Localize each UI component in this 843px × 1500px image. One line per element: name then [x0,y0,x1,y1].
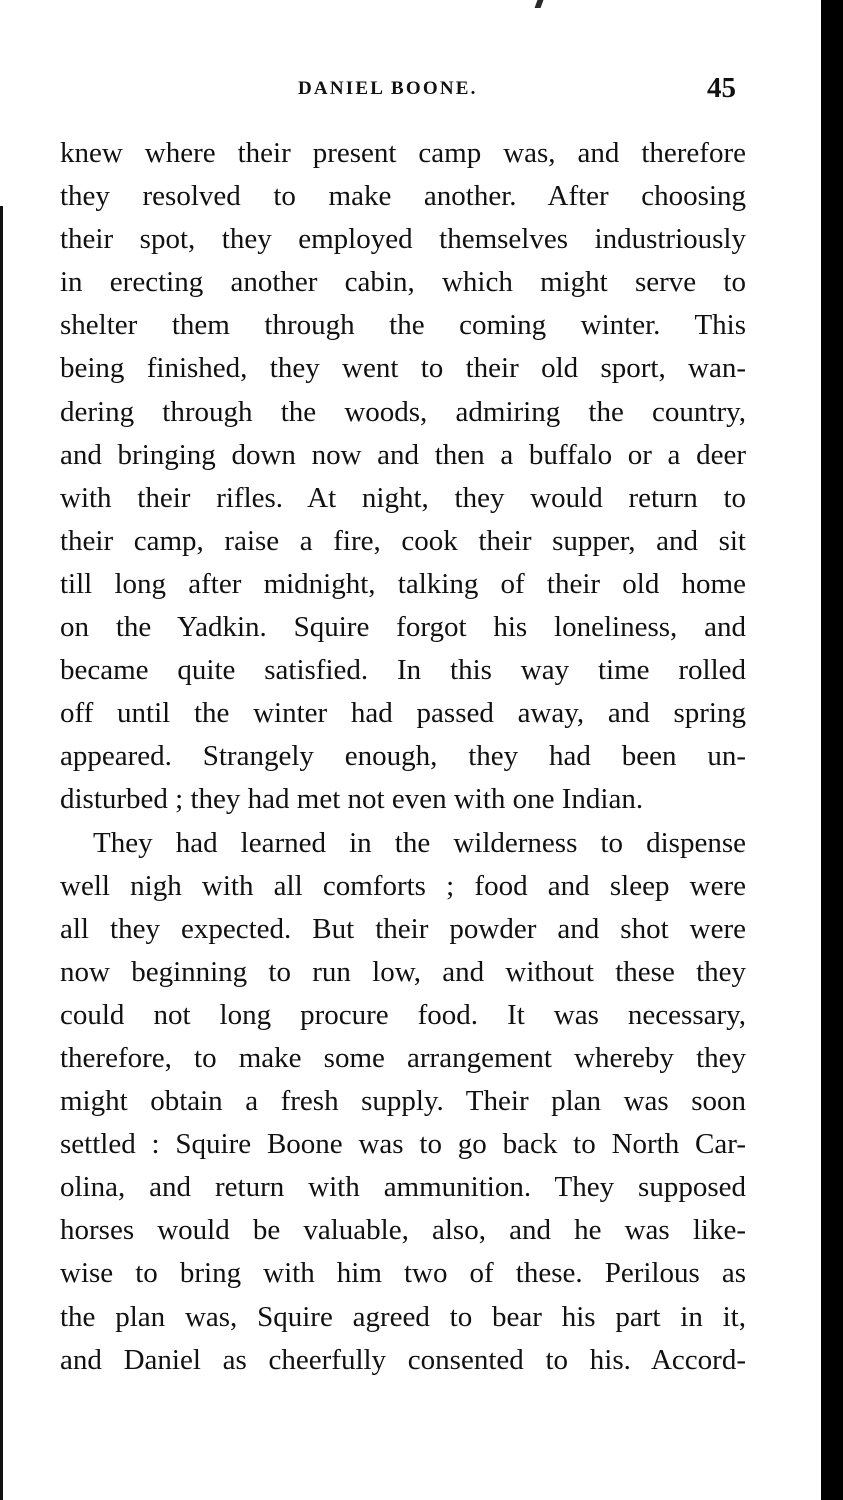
text-line: now beginning to run low, and without these they [60,955,746,988]
text-line: dering through the woods, admiring the country, [60,395,746,428]
scan-binding-shadow [821,0,843,1500]
text-line: shelter them through the coming winter. This [60,309,746,342]
page-left-edge [0,206,3,1500]
text-line: knew where their present camp was, and therefore [60,137,746,169]
scan-speck [535,0,544,8]
text-line: appeared. Strangely enough, they had been un- [60,740,746,773]
text-line: till long after midnight, talking of their old home [60,567,746,600]
text-line: well nigh with all comforts ; food and sleep were [60,869,746,902]
text-line: They had learned in the wilderness to dispense [93,826,746,859]
text-line: became quite satisfied. In this way time rolled [60,654,746,687]
text-line: the plan was, Squire agreed to bear his part in it, [60,1300,746,1333]
text-line: off until the winter had passed away, and spring [60,697,746,730]
text-line: settled : Squire Boone was to go back to North Car- [60,1128,746,1161]
text-line: all they expected. But their powder and shot were [60,912,746,945]
text-line: wise to bring with him two of these. Perilous as [60,1257,746,1290]
running-head [0,72,843,112]
text-line: in erecting another cabin, which might serve to [60,266,746,299]
text-line: olina, and return with ammunition. They supposed [60,1171,746,1204]
text-line: horses would be valuable, also, and he was like- [60,1214,746,1247]
text-line: disturbed ; they had met not even with one Indian. [60,783,644,816]
text-line: and bringing down now and then a buffalo or a deer [60,438,746,471]
page-body [60,132,746,1382]
text-line: and Daniel as cheerfully consented to his. Accord- [60,1343,746,1376]
running-title: DANIEL BOONE. [298,78,478,99]
text-line: therefore, to make some arrangement whereby they [60,1041,746,1074]
text-line: could not long procure food. It was necessary, [60,998,746,1031]
text-line: with their rifles. At night, they would return to [60,481,746,514]
text-line: might obtain a fresh supply. Their plan was soon [60,1085,746,1118]
page-number: 45 [707,72,736,104]
text-line: their spot, they employed themselves industriously [60,223,746,256]
text-line: on the Yadkin. Squire forgot his loneliness, and [60,611,746,644]
text-line: being finished, they went to their old sport, wan- [60,352,746,385]
text-line: their camp, raise a fire, cook their supper, and sit [60,524,746,557]
paragraph-1 [60,132,746,822]
paragraph-2 [60,822,746,1382]
text-line: they resolved to make another. After choosing [60,180,746,213]
